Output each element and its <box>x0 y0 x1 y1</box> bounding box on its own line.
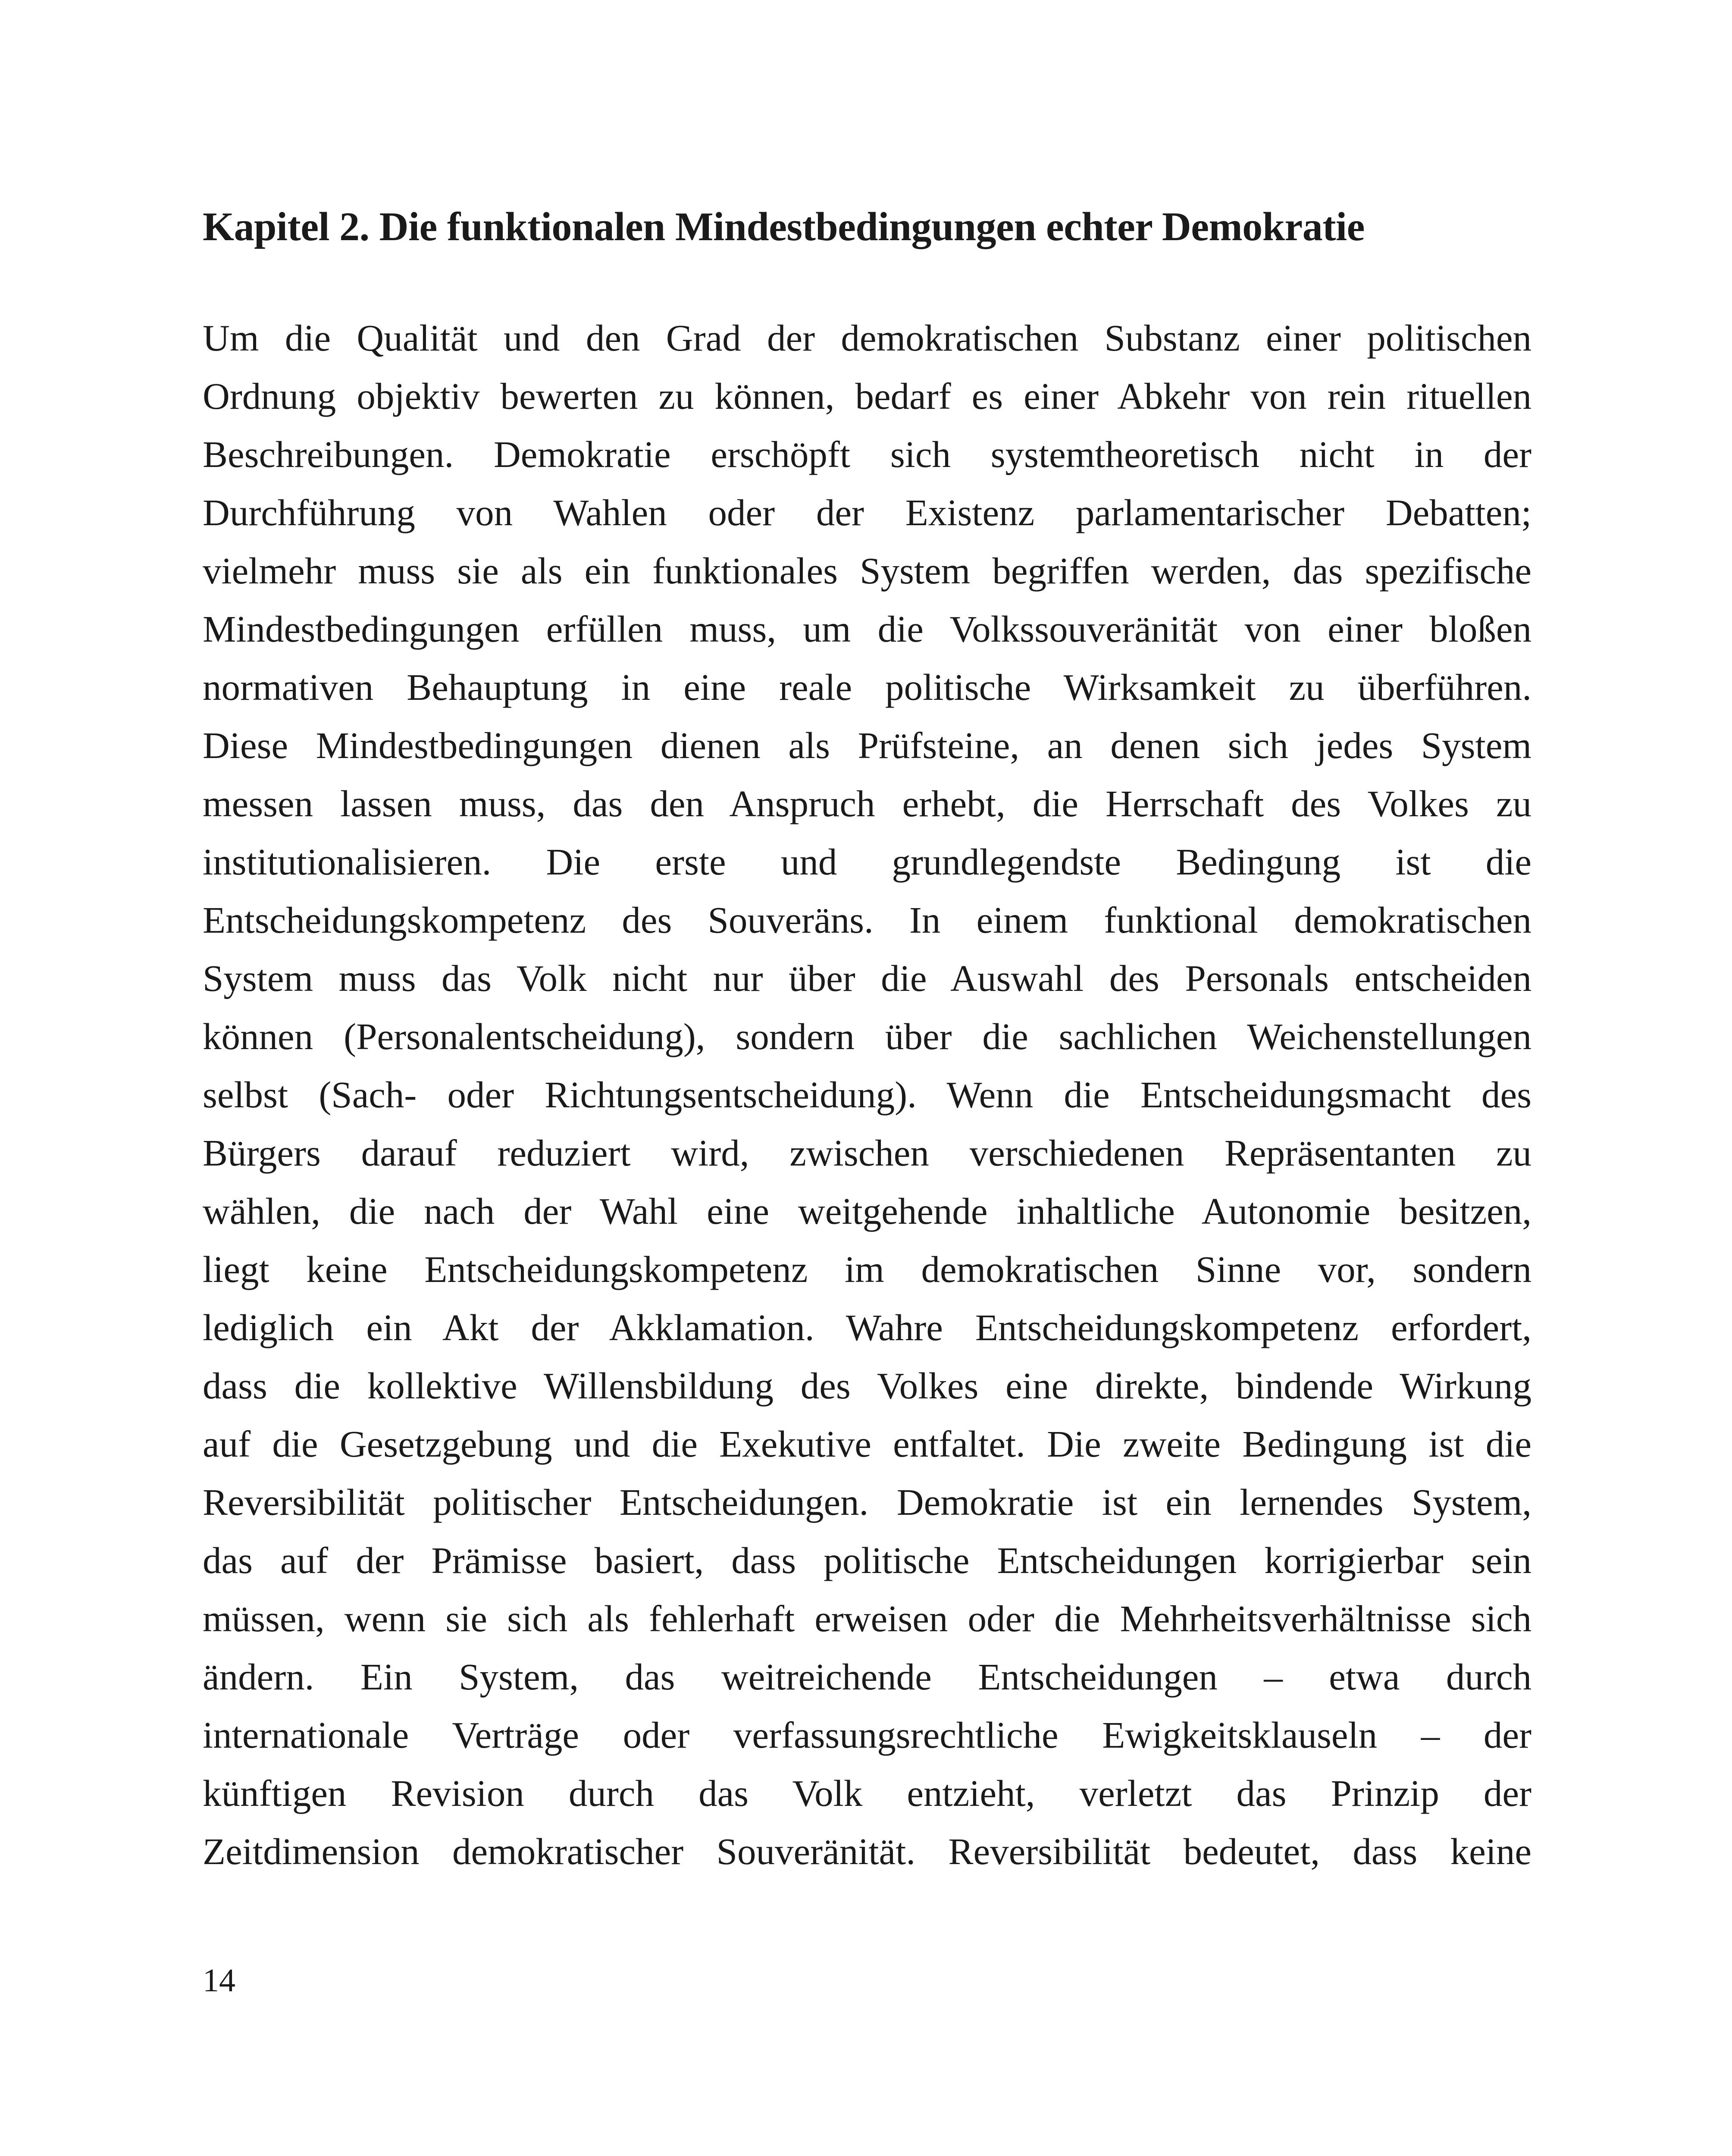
text-line: internationale Verträge oder verfassungsrechtliche Ewigkeitsklauseln – der <box>203 1714 1532 1756</box>
text-line: Diese Mindestbedingungen dienen als Prüfsteine, an denen sich jedes System <box>203 724 1532 766</box>
text-line: Durchführung von Wahlen oder der Existenz parlamentarischer Debatten; <box>203 492 1532 533</box>
text-line: lediglich ein Akt der Akklamation. Wahre Entscheidungskompetenz erfordert, <box>203 1307 1532 1348</box>
text-line: das auf der Prämisse basiert, dass politische Entscheidungen korrigierbar sein <box>203 1539 1532 1581</box>
text-line: normativen Behauptung in eine reale politische Wirksamkeit zu überführen. <box>203 666 1532 708</box>
text-line: Reversibilität politischer Entscheidungen. Demokratie ist ein lernendes System, <box>203 1481 1532 1523</box>
text-line: Entscheidungskompetenz des Souveräns. In einem funktional demokratischen <box>203 899 1532 941</box>
text-line: ändern. Ein System, das weitreichende Entscheidungen – etwa durch <box>203 1656 1532 1698</box>
text-line: auf die Gesetzgebung und die Exekutive entfaltet. Die zweite Bedingung ist die <box>203 1423 1532 1465</box>
text-line: Um die Qualität und den Grad der demokratischen Substanz einer politischen <box>203 317 1532 359</box>
text-line: Mindestbedingungen erfüllen muss, um die Volkssouveränität von einer bloßen <box>203 608 1532 650</box>
text-line: vielmehr muss sie als ein funktionales System begriffen werden, das spezifische <box>203 550 1532 592</box>
text-line: System muss das Volk nicht nur über die Auswahl des Personals entscheiden <box>203 957 1532 999</box>
text-line: künftigen Revision durch das Volk entzieht, verletzt das Prinzip der <box>203 1772 1532 1814</box>
text-line: institutionalisieren. Die erste und grundlegendste Bedingung ist die <box>203 841 1532 883</box>
text-line: liegt keine Entscheidungskompetenz im demokratischen Sinne vor, sondern <box>203 1248 1532 1290</box>
text-line: dass die kollektive Willensbildung des Volkes eine direkte, bindende Wirkung <box>203 1365 1532 1407</box>
text-line: müssen, wenn sie sich als fehlerhaft erweisen oder die Mehrheitsverhältnisse sich <box>203 1598 1532 1639</box>
text-line: messen lassen muss, das den Anspruch erhebt, die Herrschaft des Volkes zu <box>203 783 1532 824</box>
text-line: Bürgers darauf reduziert wird, zwischen verschiedenen Repräsentanten zu <box>203 1132 1532 1174</box>
text-line: können (Personalentscheidung), sondern über die sachlichen Weichenstellungen <box>203 1015 1532 1057</box>
chapter-title: Kapitel 2. Die funktionalen Mindestbedingungen echter Demokratie <box>203 204 1365 249</box>
page-number: 14 <box>203 1962 235 1999</box>
text-line: Zeitdimension demokratischer Souveränität. Reversibilität bedeutet, dass keine <box>203 1830 1532 1872</box>
text-line: wählen, die nach der Wahl eine weitgehende inhaltliche Autonomie besitzen, <box>203 1190 1532 1232</box>
text-line: selbst (Sach- oder Richtungsentscheidung). Wenn die Entscheidungsmacht des <box>203 1074 1532 1116</box>
text-line: Ordnung objektiv bewerten zu können, bedarf es einer Abkehr von rein rituellen <box>203 375 1532 417</box>
text-line: Beschreibungen. Demokratie erschöpft sich systemtheoretisch nicht in der <box>203 433 1532 475</box>
body-paragraph <box>203 309 1532 1880</box>
